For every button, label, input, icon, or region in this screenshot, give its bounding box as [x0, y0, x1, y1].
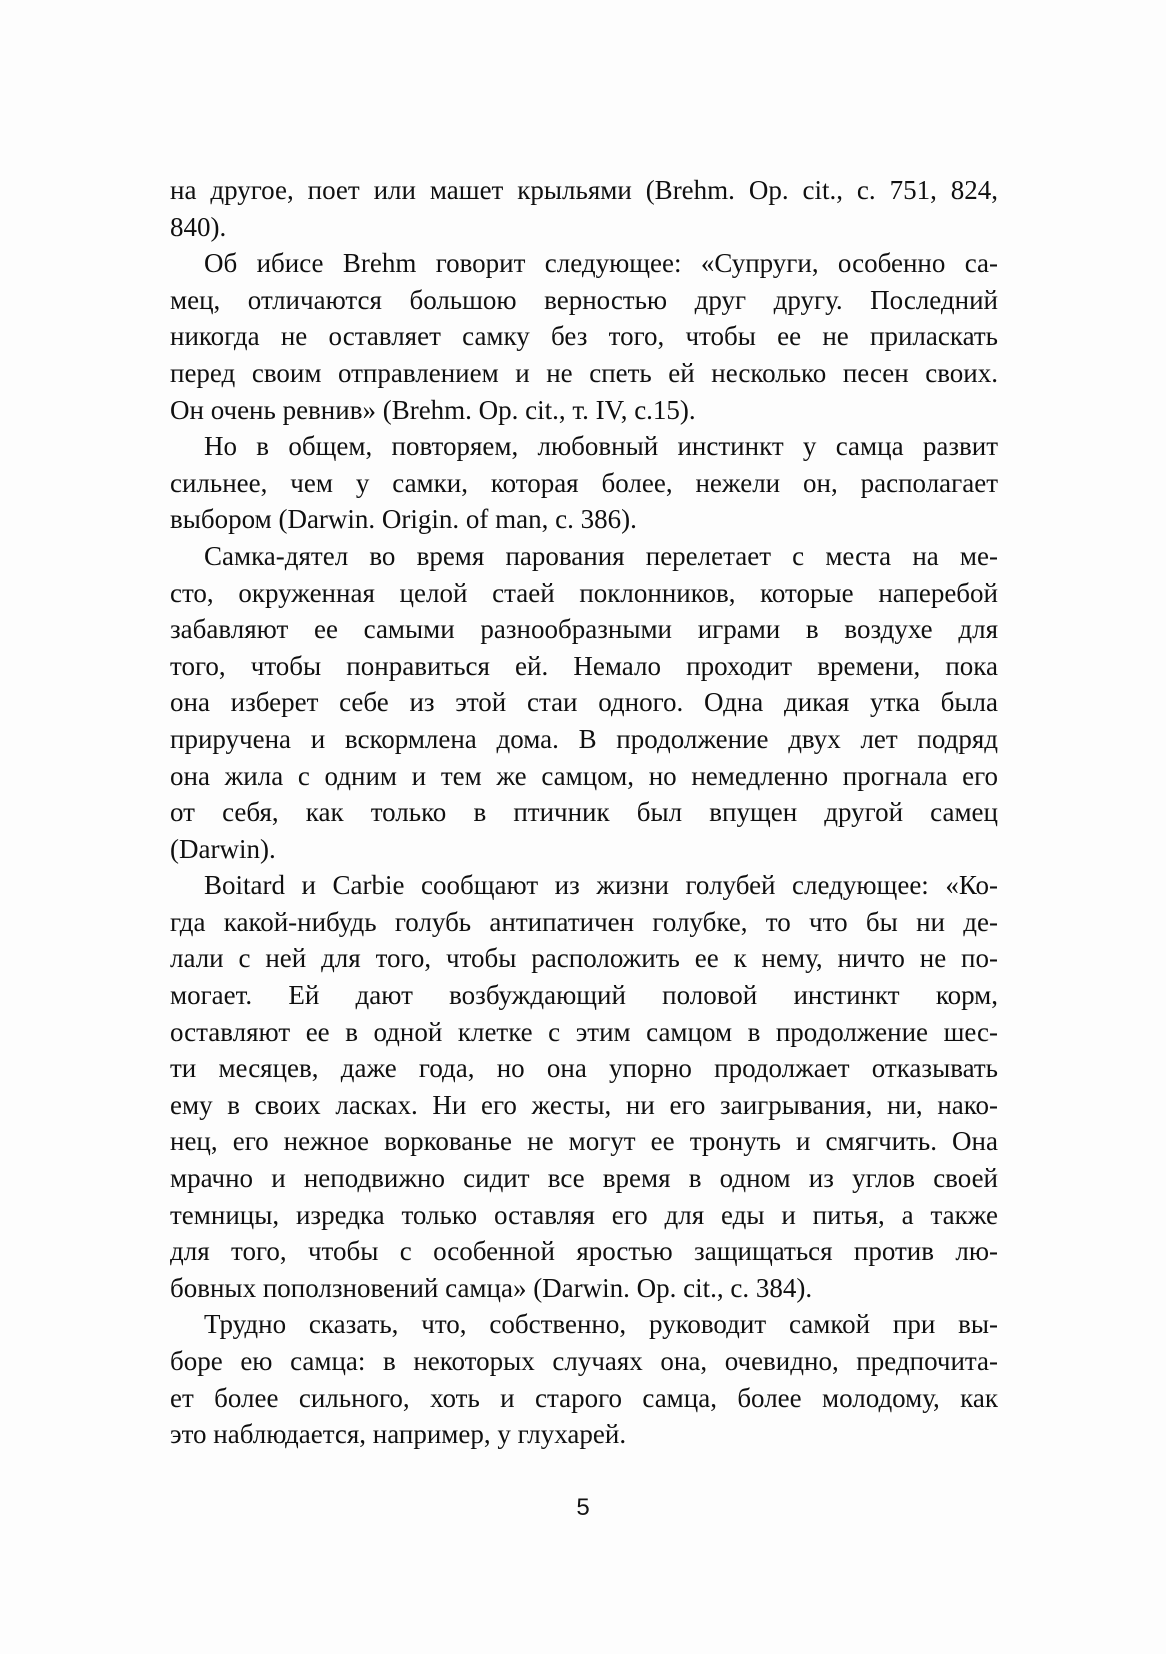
paragraph	[170, 867, 998, 1306]
text-line: ет более сильного, хоть и старого самца, более молодому, как	[170, 1382, 998, 1413]
text-line: перед своим отправлением и не спеть ей несколько песен своих.	[170, 357, 998, 388]
text-line: бовных поползновений самца» (Darwin. Op. cit., с. 384).	[170, 1272, 813, 1303]
page-number: 5	[576, 1494, 590, 1521]
text-line: Но в общем, повторяем, любовный инстинкт у самца развит	[204, 431, 998, 462]
text-line: для того, чтобы с особенной яростью защищаться против лю-	[170, 1236, 998, 1267]
text-line: сильнее, чем у самки, которая более, нежели он, располагает	[170, 467, 998, 498]
paragraph	[170, 1306, 998, 1452]
paragraph	[170, 245, 998, 428]
text-line: приручена и вскормлена дома. В продолжение двух лет подряд	[170, 723, 998, 754]
paragraph	[170, 538, 998, 867]
text-line: сто, окруженная целой стаей поклонников, которые наперебой	[170, 577, 998, 608]
text-line: она жила с одним и тем же самцом, но немедленно прогнала его	[170, 760, 998, 791]
text-line: ти месяцев, даже года, но она упорно продолжает отказывать	[170, 1053, 998, 1084]
text-line: никогда не оставляет самку без того, чтобы ее не приласкать	[170, 321, 998, 352]
body-text	[170, 172, 998, 1453]
text-line: 840).	[170, 211, 227, 242]
text-line: (Darwin).	[170, 833, 276, 864]
text-line: Об ибисе Brehm говорит следующее: «Супруги, особенно са-	[204, 248, 998, 279]
text-line: от себя, как только в птичник был впущен другой самец	[170, 797, 998, 828]
text-line: боре ею самца: в некоторых случаях она, очевидно, предпочита-	[170, 1346, 998, 1376]
text-line: Он очень ревнив» (Brehm. Op. cit., т. IV, с.15).	[170, 394, 696, 425]
text-line: это наблюдается, например, у глухарей.	[170, 1419, 627, 1450]
text-line: мрачно и неподвижно сидит все время в одном из углов своей	[170, 1163, 998, 1194]
text-line: Boitard и Carbie сообщают из жизни голубей следующее: «Ко-	[204, 870, 998, 901]
paragraph	[170, 172, 998, 245]
text-line: Самка-дятел во время парования перелетает с места на ме-	[204, 540, 998, 571]
text-line: лали с ней для того, чтобы расположить ее к нему, ничто не по-	[170, 943, 998, 974]
text-line: она изберет себе из этой стаи одного. Одна дикая утка была	[170, 687, 998, 718]
text-line: гда какой-нибудь голубь антипатичен голубке, то что бы ни де-	[170, 906, 998, 937]
paragraph	[170, 428, 998, 538]
text-line: Трудно сказать, что, собственно, руководит самкой при вы-	[204, 1309, 998, 1340]
text-line: того, чтобы понравиться ей. Немало проходит времени, пока	[170, 650, 998, 681]
text-line: могает. Ей дают возбуждающий половой инстинкт корм,	[170, 980, 998, 1011]
text-line: темницы, изредка только оставляя его для еды и питья, а также	[170, 1199, 998, 1230]
text-line: ему в своих ласках. Ни его жесты, ни его заигрывания, ни, нако-	[170, 1089, 998, 1120]
text-line: забавляют ее самыми разнообразными играми в воздухе для	[170, 614, 998, 645]
text-line: выбором (Darwin. Origin. of man, с. 386).	[170, 504, 637, 535]
text-line: оставляют ее в одной клетке с этим самцом в продолжение шес-	[170, 1016, 998, 1047]
text-line: мец, отличаются большою верностью друг другу. Последний	[170, 284, 998, 315]
text-line: нец, его нежное воркованье не могут ее тронуть и смягчить. Она	[170, 1126, 998, 1157]
text-line: на другое, поет или машет крыльями (Brehm. Op. cit., с. 751, 824,	[170, 175, 998, 205]
